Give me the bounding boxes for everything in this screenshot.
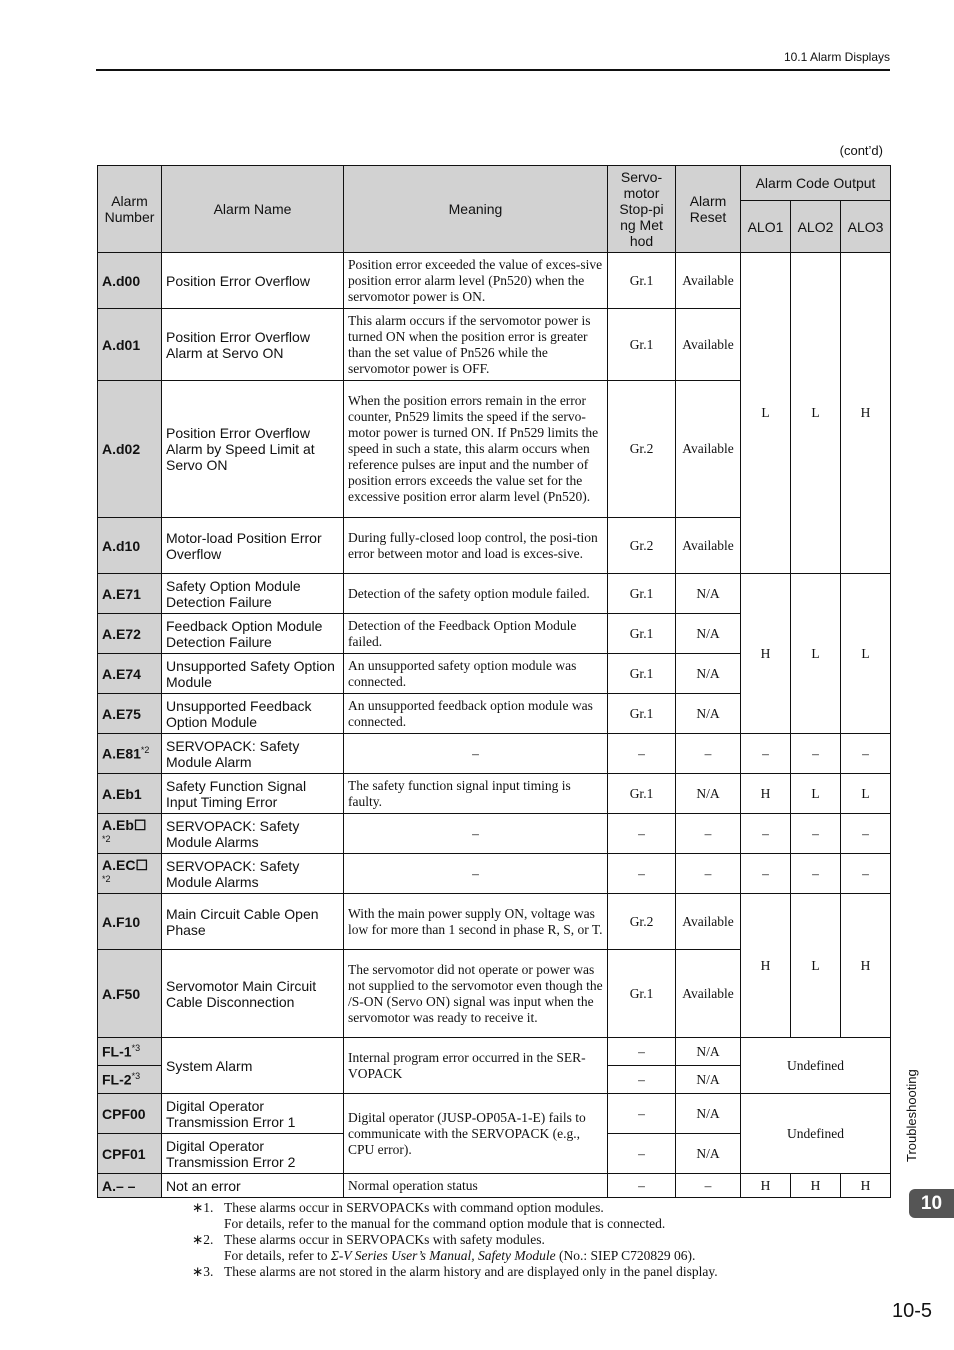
table-row [98,774,891,814]
footnote-ref: *2 [102,833,111,844]
alarm-name: Servomotor Main Circuit Cable Disconnection [162,950,344,1038]
alarm-number: FL-2$^{*3}$ [98,1066,162,1094]
alarm-meaning: Digital operator (JUSP-OP05A-1-E) fails to communicate with the SERVOPACK (e.g., CPU error). [344,1094,608,1174]
stop-method: – [608,1134,676,1174]
stop-method: – [608,1066,676,1094]
alarm-meaning: Detection of the safety option module failed. [344,574,608,614]
alarm-number: A.d02 [98,381,162,518]
stop-method: Gr.2 [608,518,676,574]
table-row [98,1094,891,1134]
footnote-text: These alarms are not stored in the alarm history and are displayed only in the panel display. [224,1264,718,1279]
alarm-number: CPF01 [98,1134,162,1174]
footnote-ref: *2 [102,873,111,884]
alarm-number: A.– – [98,1174,162,1198]
alarm-name: Safety Option Module Detection Failure [162,574,344,614]
side-label: Troubleshooting [904,1069,919,1162]
alarm-reset: N/A [676,654,741,694]
alo1-value: – [741,814,791,854]
footnote-ref: *2 [140,745,150,756]
alarm-meaning: – [344,814,608,854]
alarm-name: SERVOPACK: Safety Module Alarm [162,734,344,774]
stop-method: Gr.1 [608,654,676,694]
stop-method: Gr.1 [608,694,676,734]
alarm-name: Feedback Option Module Detection Failure [162,614,344,654]
alarm-name: Position Error Overflow Alarm by Speed Limit at Servo ON [162,381,344,518]
alo2-value: H [791,1174,841,1198]
alarm-reset: N/A [676,694,741,734]
alo3-value: – [841,814,891,854]
table-row [98,894,891,950]
alarm-meaning: When the position errors remain in the error counter, Pn529 limits the speed if the servo-motor power is turned ON. If Pn529 limits the speed in such a state, this alarm occurs when reference pulses are input and the number of position errors exceeds the value set for the excessive position error alarm level (Pn520). [344,381,608,518]
alarm-number: A.Eb☐ $^{*2}$ [98,814,162,854]
alarm-reset: N/A [676,1094,741,1134]
alo1-value: – [741,854,791,894]
alarm-reset: – [676,854,741,894]
alarm-name: Not an error [162,1174,344,1198]
alarm-reset: N/A [676,1134,741,1174]
alarm-meaning: The safety function signal input timing is faulty. [344,774,608,814]
alarm-meaning: With the main power supply ON, voltage was low for more than 1 second in phase R, S, or T. [344,894,608,950]
table-row [98,1174,891,1198]
alo1-value: H [741,774,791,814]
alarm-meaning: This alarm occurs if the servomotor power is turned ON when the position error is greater than the set value of Pn526 while the servomotor power is OFF. [344,309,608,381]
alarm-meaning: An unsupported safety option module was connected. [344,654,608,694]
header-alarm-code-output: Alarm Code Output [741,166,891,201]
alarm-number: A.Eb1 [98,774,162,814]
alarm-meaning: Detection of the Feedback Option Module failed. [344,614,608,654]
alarm-reset: N/A [676,614,741,654]
alarm-number: A.d00 [98,253,162,309]
section-header: 10.1 Alarm Displays [783,50,890,64]
alo2-value: – [791,814,841,854]
alarm-number: A.F50 [98,950,162,1038]
alo3-value: H [841,253,891,574]
alarm-meaning: Position error exceeded the value of exces-sive position error alarm level (Pn520) when the servomotor power is ON. [344,253,608,309]
alarm-number: A.E75 [98,694,162,734]
alo2-value: L [791,774,841,814]
stop-method: – [608,814,676,854]
alarm-reset: N/A [676,1038,741,1066]
stop-method: Gr.2 [608,894,676,950]
alo2-value: L [791,894,841,1038]
header-meaning: Meaning [344,166,608,253]
table-row [98,814,891,854]
alarm-reset: Available [676,253,741,309]
footnote-ref: *3 [131,1071,141,1082]
alarm-number: A.F10 [98,894,162,950]
header-rule [96,69,890,71]
stop-method: Gr.1 [608,950,676,1038]
alarm-name: Motor-load Position Error Overflow [162,518,344,574]
continued-label: (cont’d) [839,143,883,158]
alarm-table [97,165,891,1198]
alarm-reset: – [676,1174,741,1198]
alarm-name: Digital Operator Transmission Error 2 [162,1134,344,1174]
alarm-reset: N/A [676,774,741,814]
alarm-meaning: – [344,854,608,894]
footnote [192,1232,718,1264]
alarm-name: Position Error Overflow Alarm at Servo ON [162,309,344,381]
alo1-value: H [741,894,791,1038]
table-row [98,734,891,774]
footnote-mark: ∗1. [192,1200,214,1215]
alarm-meaning: Normal operation status [344,1174,608,1198]
alarm-number: A.d01 [98,309,162,381]
alarm-number: CPF00 [98,1094,162,1134]
alarm-name: Unsupported Safety Option Module [162,654,344,694]
stop-method: – [608,1174,676,1198]
alo2-value: – [791,734,841,774]
alo3-value: – [841,854,891,894]
alarm-reset: Available [676,894,741,950]
stop-method: – [608,1038,676,1066]
header-alarm-name: Alarm Name [162,166,344,253]
footnote [192,1200,718,1232]
alo3-value: H [841,894,891,1038]
header-alo1: ALO1 [741,201,791,253]
chapter-tab: 10 [909,1189,954,1218]
footnote-text: These alarms occur in SERVOPACKs with safety modules. [224,1232,545,1247]
alarm-reset: Available [676,381,741,518]
alarm-code-undefined: Undefined [741,1094,891,1174]
footnote [192,1264,718,1280]
footnote-mark: ∗3. [192,1264,214,1279]
stop-method: Gr.2 [608,381,676,518]
alarm-name: SERVOPACK: Safety Module Alarms [162,854,344,894]
alarm-name: System Alarm [162,1038,344,1094]
alarm-reset: – [676,814,741,854]
footnote-ref: *3 [131,1043,141,1054]
stop-method: Gr.1 [608,774,676,814]
alarm-number: A.E71 [98,574,162,614]
alarm-reset: N/A [676,574,741,614]
alarm-name: SERVOPACK: Safety Module Alarms [162,814,344,854]
alarm-number: A.EC☐ $^{*2}$ [98,854,162,894]
alarm-reset: Available [676,309,741,381]
alarm-code-undefined: Undefined [741,1038,891,1094]
alo1-value: L [741,253,791,574]
alarm-number: FL-1$^{*3}$ [98,1038,162,1066]
alarm-meaning: The servomotor did not operate or power was not supplied to the servomotor even though the /S-ON (Servo ON) signal was input when the servomotor was ready to receive it. [344,950,608,1038]
alo2-value: – [791,854,841,894]
alarm-name: Digital Operator Transmission Error 1 [162,1094,344,1134]
stop-method: Gr.1 [608,614,676,654]
stop-method: – [608,854,676,894]
header-stop-method: Servo-motor Stop-ping Method [608,166,676,253]
header-alarm-number: Alarm Number [98,166,162,253]
manual-title: Σ-V Series User’s Manual, Safety Module [330,1248,556,1263]
alo1-value: – [741,734,791,774]
table-row [98,253,891,309]
alo3-value: – [841,734,891,774]
alarm-name: Position Error Overflow [162,253,344,309]
stop-method: Gr.1 [608,574,676,614]
header-alo3: ALO3 [841,201,891,253]
alarm-meaning: During fully-closed loop control, the posi-tion error between motor and load is exces-sive. [344,518,608,574]
alarm-name: Main Circuit Cable Open Phase [162,894,344,950]
table-row [98,1038,891,1066]
header-alo2: ALO2 [791,201,841,253]
alarm-reset: N/A [676,1066,741,1094]
footnote-mark: ∗2. [192,1232,214,1247]
footnote-text: For details, refer to Σ-V Series User’s Manual, Safety Module (No.: SIEP C720829 06). [224,1248,696,1263]
alarm-number: A.E72 [98,614,162,654]
alarm-meaning: – [344,734,608,774]
stop-method: Gr.1 [608,309,676,381]
page-number: 10-5 [891,1300,932,1322]
header-alarm-reset: Alarm Reset [676,166,741,253]
footnote-text: For details, refer to the manual for the command option module that is connected. [224,1216,666,1231]
alo2-value: L [791,574,841,734]
alarm-reset: – [676,734,741,774]
alarm-name: Unsupported Feedback Option Module [162,694,344,734]
footnote-text: These alarms occur in SERVOPACKs with command option modules. [224,1200,604,1215]
alo1-value: H [741,574,791,734]
table-row [98,854,891,894]
footnotes [192,1200,718,1280]
alarm-meaning: An unsupported feedback option module was connected. [344,694,608,734]
alarm-reset: Available [676,950,741,1038]
alo2-value: L [791,253,841,574]
stop-method: – [608,1094,676,1134]
alo3-value: H [841,1174,891,1198]
alo3-value: L [841,574,891,734]
alo3-value: L [841,774,891,814]
alarm-name: Safety Function Signal Input Timing Error [162,774,344,814]
alarm-number: A.d10 [98,518,162,574]
stop-method: – [608,734,676,774]
stop-method: Gr.1 [608,253,676,309]
alo1-value: H [741,1174,791,1198]
alarm-number: A.E74 [98,654,162,694]
alarm-meaning: Internal program error occurred in the SER-VOPACK [344,1038,608,1094]
table-row [98,574,891,614]
alarm-number: A.E81$^{*2}$ [98,734,162,774]
alarm-reset: Available [676,518,741,574]
